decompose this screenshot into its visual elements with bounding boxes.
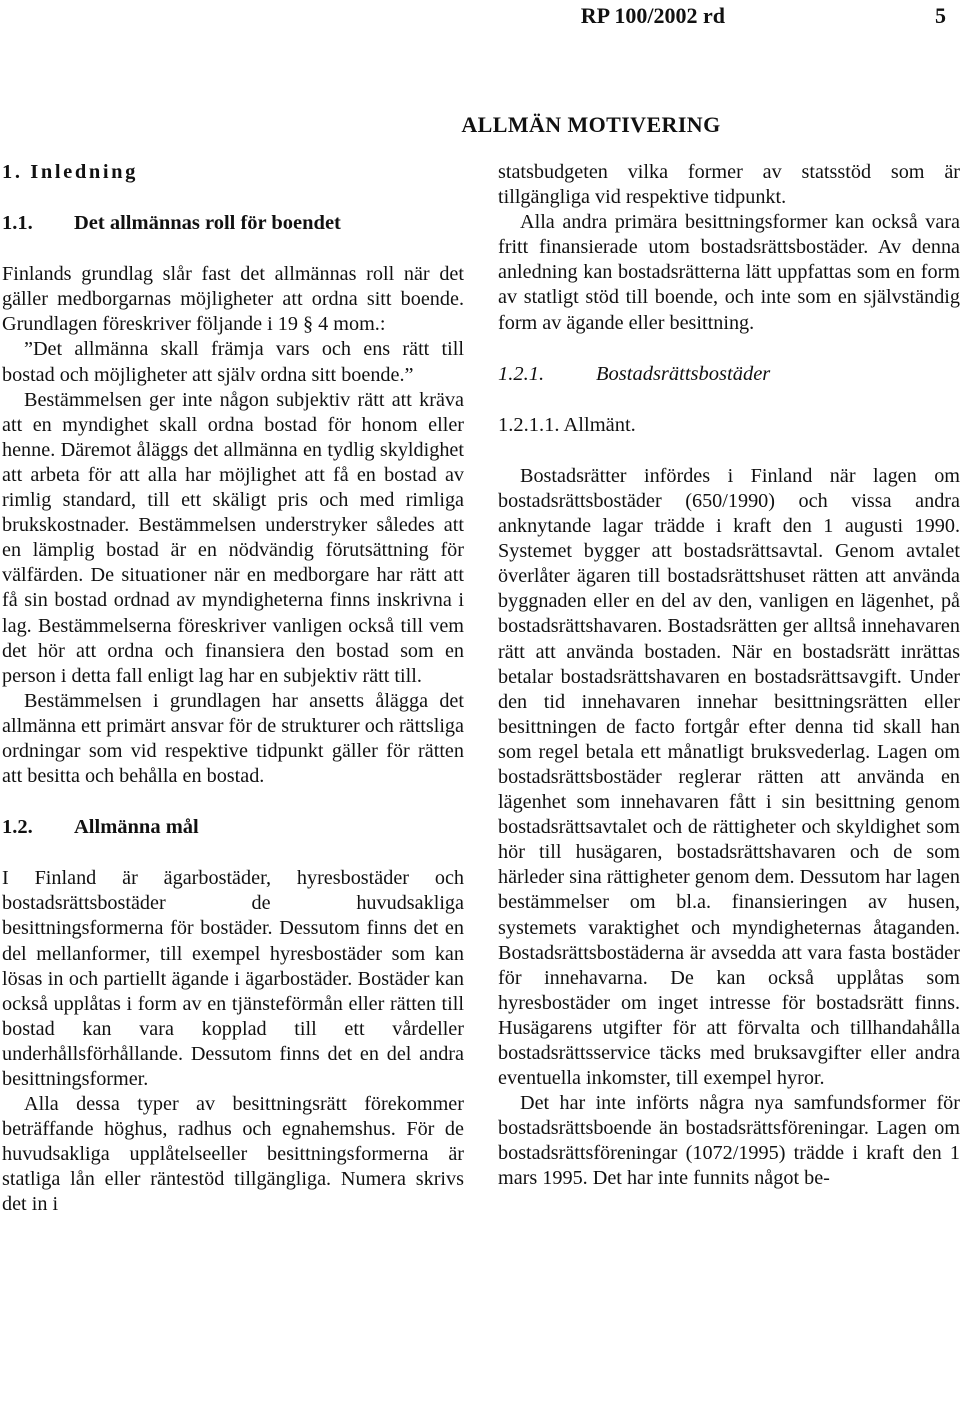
paragraph: Bestämmelsen i grundlagen har ansetts ålägga det allmänna ett primärt ansvar för de strukturer och rättsliga ordningar som vid respektive tidpunkt gäller för rätten att besitta och behålla en bostad.: [2, 689, 464, 788]
heading-number: 1.1.: [2, 212, 33, 235]
paragraph: I Finland är ägarbostäder, hyresbostäder och bostadsrättsbostäder de huvudsakliga besittningsformerna för bostäder. Dessutom finns det en del mellanformer, till exempel hyresbostäder som kan lösas in och partiellt ägande i ägarbostäder. Bostäder kan också upplåtas i form av en tjänsteförmån eller rätten till bostad kan vara kopplad till ett vårdeller underhållsförhållande. Dessutom finns det en del andra besittningsformer.: [2, 867, 464, 1090]
heading-number: 1.2.: [2, 816, 33, 839]
paragraph: Alla dessa typer av besittningsrätt förekommer beträffande höghus, radhus och egnahemshus. För de huvudsakliga upplåtelseeller besittningsformerna är statliga lån eller räntestöd tillgängliga. Numera skrivs det in i: [2, 1093, 464, 1216]
paragraph: statsbudgeten vilka former av statsstöd som är tillgängliga vid respektive tidpunkt.: [498, 161, 960, 209]
heading-text: Allmänna mål: [74, 816, 199, 839]
paragraph: Bostadsrätter infördes i Finland när lagen om bostadsrättsbostäder (650/1990) och vissa andra anknytande lagar trädde i kraft den 1 augusti 1990. Systemet bygger att bostadsrättsavtal. Genom avtalet överlåter ägaren till bostadsrättshuset rätten att använda byggnaden eller en del av den, vanligen en lägenhet, på bostadsrättshavaren. Bostadsrätten ger alltså innehavaren rätt att använda bostaden. När en bostadsrätt inrättas betalar bostadsrättshavaren en bostadsrättsavgift. Under den tid innehavaren innehar besittningsrätten eller besittningen de facto fortgår efter denna tid skall han som regel betala ett månatligt bruksvederlag. Lagen om bostadsrättsbostäder reglerar rätten att använda en lägenhet som innehavaren fått i sin besittning genom bostadsrättsavtalet och de rättigheter och skyldighet som hör till husägaren, bostadsrättshavaren och de som härleder sina rättigheter genom dem. Dessutom har lagen bestämmelser om bl.a. finansieringen av husen, systemets varaktighet och myndigheternas åtaganden. Bostadsrättsbostäderna är avsedda att vara fasta bostäder för innehavarna. De kan också upplåtas som hyresbostäder om inget intresse för bostadsrätt finns. Husägarens utgifter för att förvalta och tillhandahålla bostadsrättsservice täcks med bruksavgifter eller andra eventuella inkomster, till exempel hyror.: [498, 464, 960, 1090]
document-id: RP 100/2002 rd: [580, 3, 725, 28]
page-header: [581, 0, 946, 32]
left-column: [2, 160, 464, 1218]
quote-paragraph: ”Det allmänna skall främja vars och ens rätt till bostad och möjligheter att själv ordna sitt boende.”: [2, 338, 464, 386]
paragraph: Bestämmelsen ger inte någon subjektiv rätt att kräva att en myndighet skall ordna bostad för honom eller henne. Däremot åläggs det allmänna en tydlig skyldighet att arbeta för att alla har möjlighet att få en bostad av rimlig standard, till ett skäligt pris och med rimliga brukskostnader. Bestämmelsen understryker således att en lämplig bostad är en nödvändig förutsättning för välfärden. De situationer när en medborgare har rätt att få sin bostad ordnad av myndigheterna finns inskrivna i lag. Bestämmelserna föreskriver vanligen också till vem det hör att ordna och finansiera den bostad som en person i detta fall enligt lag har en subjektiv rätt till.: [2, 388, 464, 687]
heading-general: 1.2.1.1. Allmänt.: [498, 413, 636, 436]
right-column: [498, 160, 960, 1192]
paragraph: Det har inte införts några nya samfundsformer för bostadsrättsboende än bostadsrättsföreningar. Lagen om bostadsrättsföreningar (1072/1995) trädde i kraft den 1 mars 1995. Det har inte funnits något be-: [498, 1092, 960, 1190]
heading-general-goals: [2, 815, 464, 840]
heading-text: Det allmännas roll för boendet: [74, 212, 341, 235]
heading-text: Bostadsrättsbostäder: [596, 362, 771, 385]
heading-number: 1.2.1.: [498, 362, 545, 385]
paragraph: Finlands grundlag slår fast det allmännas roll när det gäller medborgarnas möjligheter att ordna sitt boende. Grundlagen föreskriver följande i 19 § 4 mom.:: [2, 263, 464, 336]
heading-housing-rights: [498, 362, 960, 387]
paragraph: Alla andra primära besittningsformer kan också vara fritt finansierade utom bostadsrättsbostäder. Av denna anledning kan bostadsrätterna lätt uppfattas som en form av statligt stöd till boende, och inte som en självständig form av ägande eller besittning.: [498, 211, 960, 334]
heading-role-of-public-sector: [2, 211, 464, 236]
heading-introduction: 1. Inledning: [2, 161, 139, 183]
section-title: ALLMÄN MOTIVERING: [461, 112, 721, 137]
page-number: 5: [935, 3, 946, 28]
